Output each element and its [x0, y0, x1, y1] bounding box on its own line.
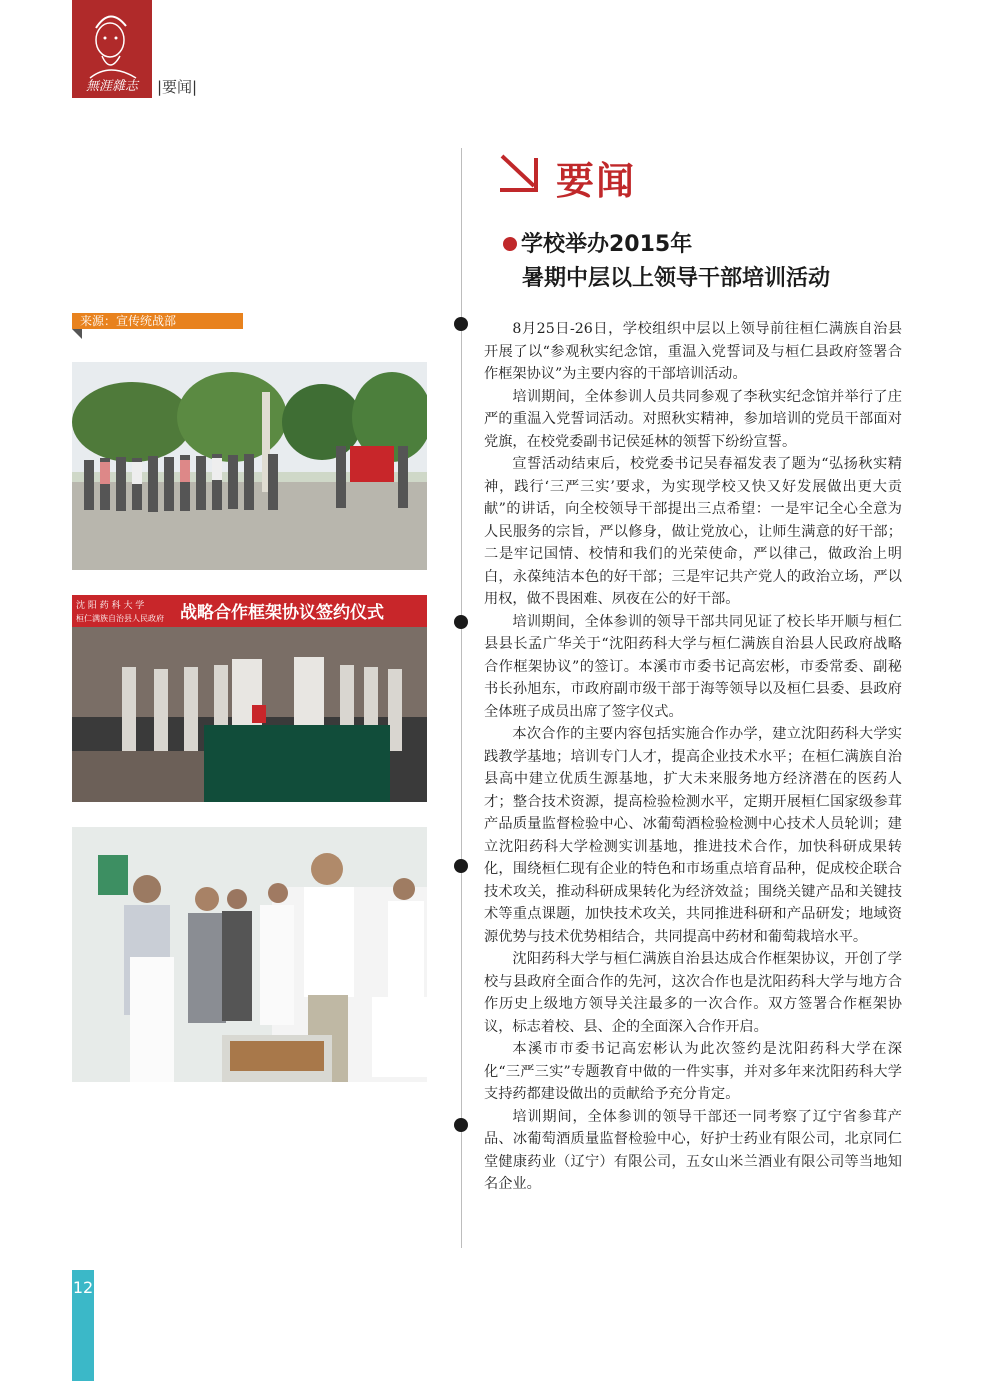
divider-dot [454, 615, 468, 629]
banner-line1: 沈 阳 药 科 大 学 [76, 601, 145, 611]
article-paragraph: 本次合作的主要内容包括实施合作办学，建立沈阳药科大学实践教学基地；培训专门人才，提高企业技术水平；在桓仁满族自治县高中建立优质生源基地，扩大未来服务地方经济潜在的医药人才；整合技术资源，提高检验检测水平，定期开展桓仁国家级参茸产品质量监督检验中心、冰葡萄酒检验检测中心技术人员轮训；建立沈阳药科大学检测实训基地，推进技术合作，加快科研成果转化，围绕桓仁现有企业的特色和市场重点培育品种，促成校企联合技术攻关，推动科研成果转化为经济效益；围绕关键产品和关键技术等重点课题，加快技术攻关，共同推进科研和产品研发；地域资源优势与技术优势相结合，共同提高中药材和葡萄栽培水平。 [484, 726, 902, 945]
photo-oath-ceremony [72, 362, 427, 570]
page-number: 12 [72, 1278, 94, 1297]
article-paragraph: 8月25日-26日，学校组织中层以上领导前往桓仁满族自治县开展了以“参观秋实纪念馆，重温入党誓词及与桓仁县政府签署合作框架协议”为主要内容的干部培训活动。 [484, 321, 902, 382]
article-paragraph: 培训期间，全体参训的领导干部还一同考察了辽宁省参茸产品、冰葡萄酒质量监督检验中心，好护士药业有限公司，北京同仁堂健康药业（辽宁）有限公司，五女山米兰酒业有限公司等当地知名企业。 [484, 1108, 902, 1192]
article-paragraph: 培训期间，全体参训的领导干部共同见证了校长毕开顺与桓仁县县长孟广华关于“沈阳药科大学与桓仁满族自治县人民政府战略合作框架协议”的签订。本溪市市委书记高宏彬，市委常委、副秘书长孙旭东，市政府副市级干部于海等领导以及桓仁县委、县政府全体班子成员出席了签字仪式。 [484, 613, 902, 720]
logo-text: 無涯雜志 [85, 79, 138, 94]
source-tab [72, 329, 82, 339]
banner-line2: 桓仁满族自治县人民政府 [76, 614, 164, 623]
magazine-logo [72, 0, 152, 98]
article-paragraph: 培训期间，全体参训人员共同参观了李秋实纪念馆并举行了庄严的重温入党誓词活动。对照秋实精神，参加培训的党员干部面对党旗，在校党委副书记侯延林的领誓下纷纷宣誓。 [484, 388, 902, 450]
divider-dot [454, 1118, 468, 1132]
article-paragraph: 本溪市市委书记高宏彬认为此次签约是沈阳药科大学在深化“三严三实”专题教育中做的一件实事，并对多年来沈阳药科大学支持药都建设做出的贡献给予充分肯定。 [484, 1041, 902, 1102]
article-body [484, 318, 902, 1196]
article-title-line1: 学校举办2015年 [521, 232, 693, 257]
divider-dot [454, 317, 468, 331]
article-title [521, 228, 830, 296]
divider-dot [454, 859, 468, 873]
article-title-line2: 暑期中层以上领导干部培训活动 [522, 266, 831, 291]
photo-inspection-visit [72, 827, 427, 1082]
article-paragraph: 沈阳药科大学与桓仁满族自治县达成合作框架协议，开创了学校与县政府全面合作的先河，这次合作也是沈阳药科大学与地方合作历史上级地方领导关注最多的一次合作。双方签署合作框架协议，标志着校、县、企的全面深入合作开启。 [484, 951, 902, 1035]
title-bullet [503, 237, 517, 251]
source-text: 来源：宣传统战部 [80, 314, 177, 328]
article-paragraph: 宣誓活动结束后，校党委书记吴春福发表了题为“弘扬秋实精神，践行‘三严三实’要求，为实现学校又快又好发展做出更大贡献”的讲话，向全校领导干部提出三点希望：一是牢记全心全意为人民服务的宗旨，严以修身，做让党放心，让师生满意的好干部；二是牢记国情、校情和我们的光荣使命，严以律己，做政治上明白，永葆纯洁本色的好干部；三是牢记共产党人的政治立场，严以用权，做不畏困难、夙夜在公的好干部。 [484, 456, 902, 607]
column-divider [461, 148, 462, 1248]
source-label [72, 313, 243, 329]
photo-signing-ceremony [72, 595, 427, 802]
section-tag: |要闻| [157, 78, 198, 96]
banner-title: 战略合作框架协议签约仪式 [180, 603, 384, 623]
section-heading: 要闻 [556, 159, 637, 203]
arrow-down-right-icon [498, 152, 544, 194]
